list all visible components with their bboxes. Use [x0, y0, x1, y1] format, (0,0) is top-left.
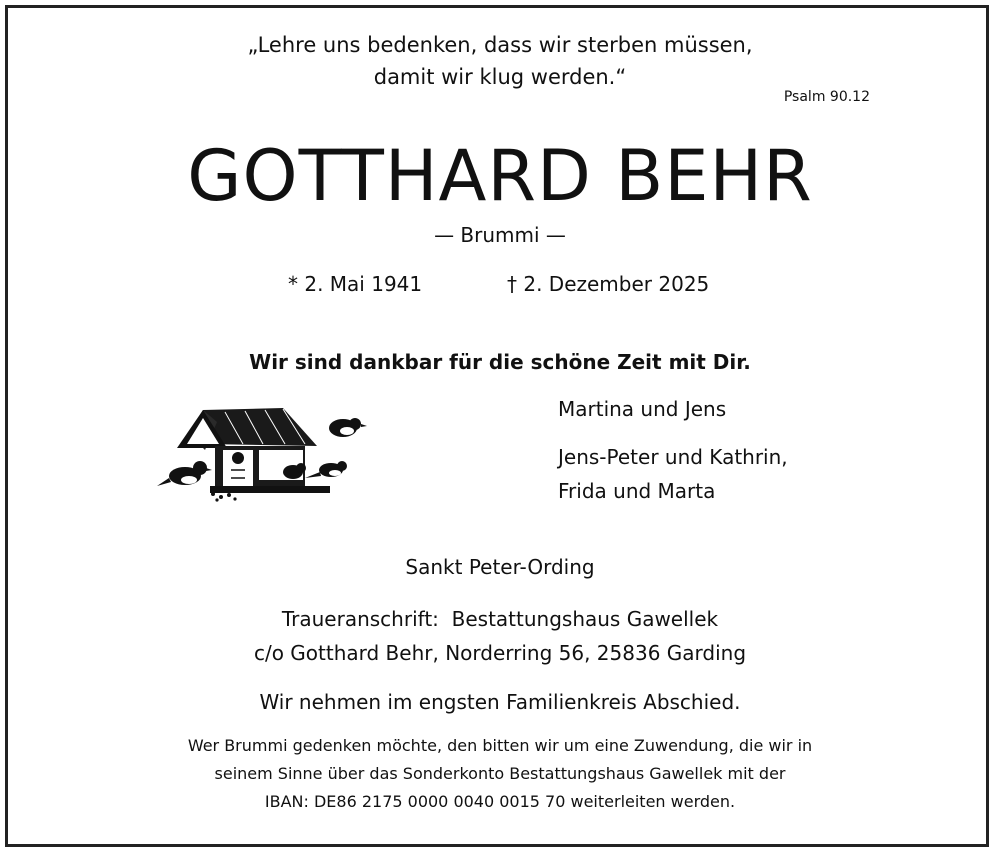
address-line-2: c/o Gotthard Behr, Norderring 56, 25836 Garding: [253, 641, 747, 665]
donation-line-2: seinem Sinne über das Sonderkonto Bestattungshaus Gawellek mit der: [214, 764, 786, 783]
birth-date: * 2. Mai 1941: [288, 272, 423, 296]
place: Sankt Peter-Ording: [405, 555, 595, 579]
death-date: † 2. Dezember 2025: [507, 272, 710, 296]
family-line-1: Martina und Jens: [558, 397, 727, 421]
notice-border: [5, 5, 989, 847]
donation-line-3: IBAN: DE86 2175 0000 0040 0015 70 weiterleiten werden.: [264, 792, 736, 811]
quote-line-1: „Lehre uns bedenken, dass wir sterben müssen,: [247, 33, 753, 57]
nickname: — Brummi —: [434, 223, 566, 247]
family-line-2: Jens-Peter und Kathrin,: [558, 445, 788, 469]
quote-line-2: damit wir klug werden.“: [373, 65, 627, 89]
farewell-line: Wir nehmen im engsten Familienkreis Abschied.: [259, 690, 741, 714]
donation-line-1: Wer Brummi gedenken möchte, den bitten wir um eine Zuwendung, die wir in: [187, 736, 813, 755]
family-line-3: Frida und Marta: [558, 479, 716, 503]
thanks-line: Wir sind dankbar für die schöne Zeit mit Dir.: [249, 350, 751, 374]
address-line-1: Traueranschrift: Bestattungshaus Gawellek: [281, 607, 719, 631]
deceased-name: GOTTHARD BEHR: [187, 135, 813, 217]
bird-feeder-illustration: [155, 400, 370, 505]
quote-source: Psalm 90.12: [783, 89, 870, 105]
